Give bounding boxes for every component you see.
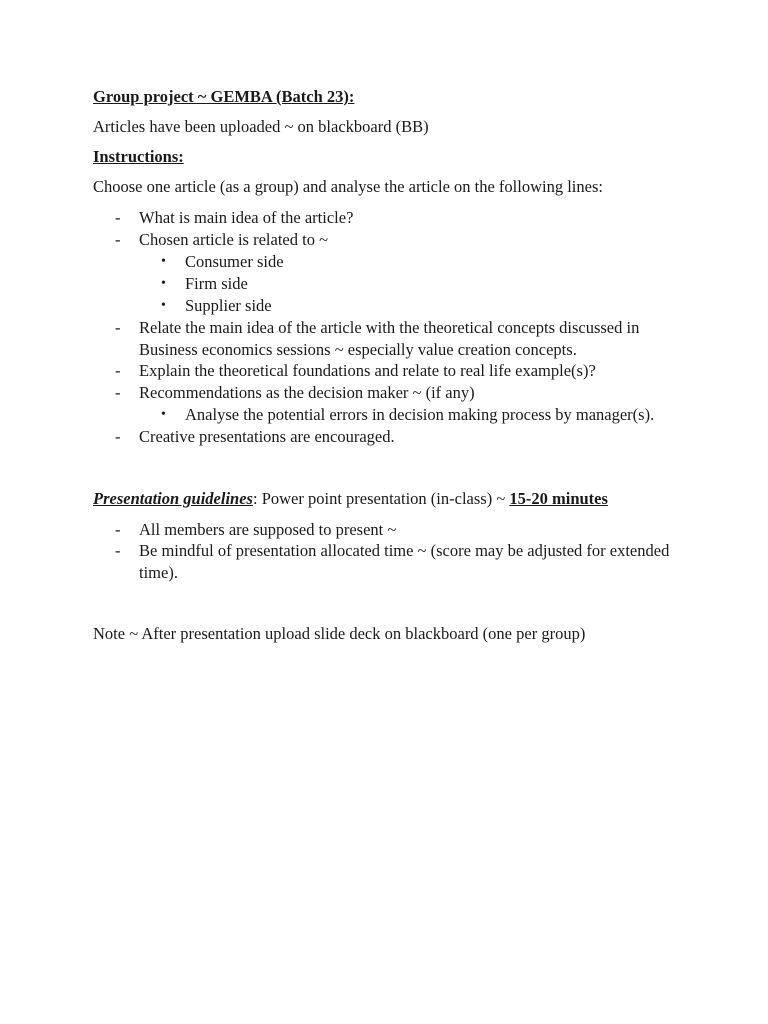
presentation-guidelines-line: [93, 488, 683, 510]
list-item-text: What is main idea of the article?: [139, 208, 354, 227]
intro-line: Articles have been uploaded ~ on blackboard (BB): [93, 117, 429, 136]
note-line: Note ~ After presentation upload slide deck on blackboard (one per group): [93, 624, 586, 643]
list-item-text: Explain the theoretical foundations and relate to real life example(s)?: [139, 361, 596, 380]
list-item: [93, 540, 683, 583]
list-item-text: Chosen article is related to ~: [139, 229, 328, 249]
bullet-marker: •: [161, 276, 166, 291]
dash-marker: -: [115, 427, 121, 446]
dash-marker: -: [115, 361, 121, 380]
document-title: Group project ~ GEMBA (Batch 23):: [93, 87, 355, 106]
sub-list-item-text: Analyse the potential errors in decision making process by manager(s).: [185, 405, 655, 424]
presentation-guidelines-text: Power point presentation (in-class) ~: [257, 488, 510, 508]
list-item: [93, 426, 683, 448]
sub-list-item-text: Consumer side: [185, 252, 284, 271]
bullet-marker: •: [161, 407, 166, 422]
list-item-text: All members are supposed to present ~: [139, 519, 397, 539]
dash-marker: -: [115, 382, 121, 402]
list-item-text: Be mindful of presentation allocated time ~ (score may be adjusted for extended time).: [139, 541, 670, 582]
sub-list-item-text: Supplier side: [185, 296, 272, 315]
related-sublist: [139, 251, 683, 317]
dash-marker: -: [115, 541, 121, 560]
list-item: [93, 519, 683, 541]
list-item: [93, 207, 683, 229]
sub-list-item-text: Firm side: [185, 274, 248, 293]
list-item: [93, 317, 683, 360]
list-item-text: Relate the main idea of the article with the theoretical concepts discussed in Business economics sessions ~ especially value creation concepts.: [139, 318, 640, 359]
instructions-heading: Instructions:: [93, 147, 184, 166]
sub-list-item: [139, 404, 683, 426]
sub-list-item: [139, 251, 683, 273]
dash-marker: -: [115, 318, 121, 337]
dash-marker: -: [115, 229, 121, 249]
instructions-list: [93, 207, 683, 448]
bullet-marker: •: [161, 298, 166, 313]
dash-marker: -: [115, 208, 121, 227]
list-item: [93, 229, 683, 318]
recommendations-sublist: [139, 404, 683, 426]
sub-list-item: [139, 295, 683, 317]
list-item-text: Recommendations as the decision maker ~ (if any): [139, 382, 475, 402]
dash-marker: -: [115, 519, 121, 539]
presentation-list: [93, 519, 683, 584]
list-item: [93, 360, 683, 382]
sub-list-item: [139, 273, 683, 295]
presentation-duration: 15-20 minutes: [509, 488, 608, 508]
presentation-guidelines-colon: :: [252, 488, 258, 508]
bullet-marker: •: [161, 254, 166, 269]
instructions-lead: Choose one article (as a group) and analyse the article on the following lines:: [93, 177, 603, 196]
list-item-text: Creative presentations are encouraged.: [139, 427, 395, 446]
list-item: [93, 382, 683, 427]
document-page: [93, 86, 683, 645]
presentation-guidelines-label: Presentation guidelines: [93, 488, 253, 508]
